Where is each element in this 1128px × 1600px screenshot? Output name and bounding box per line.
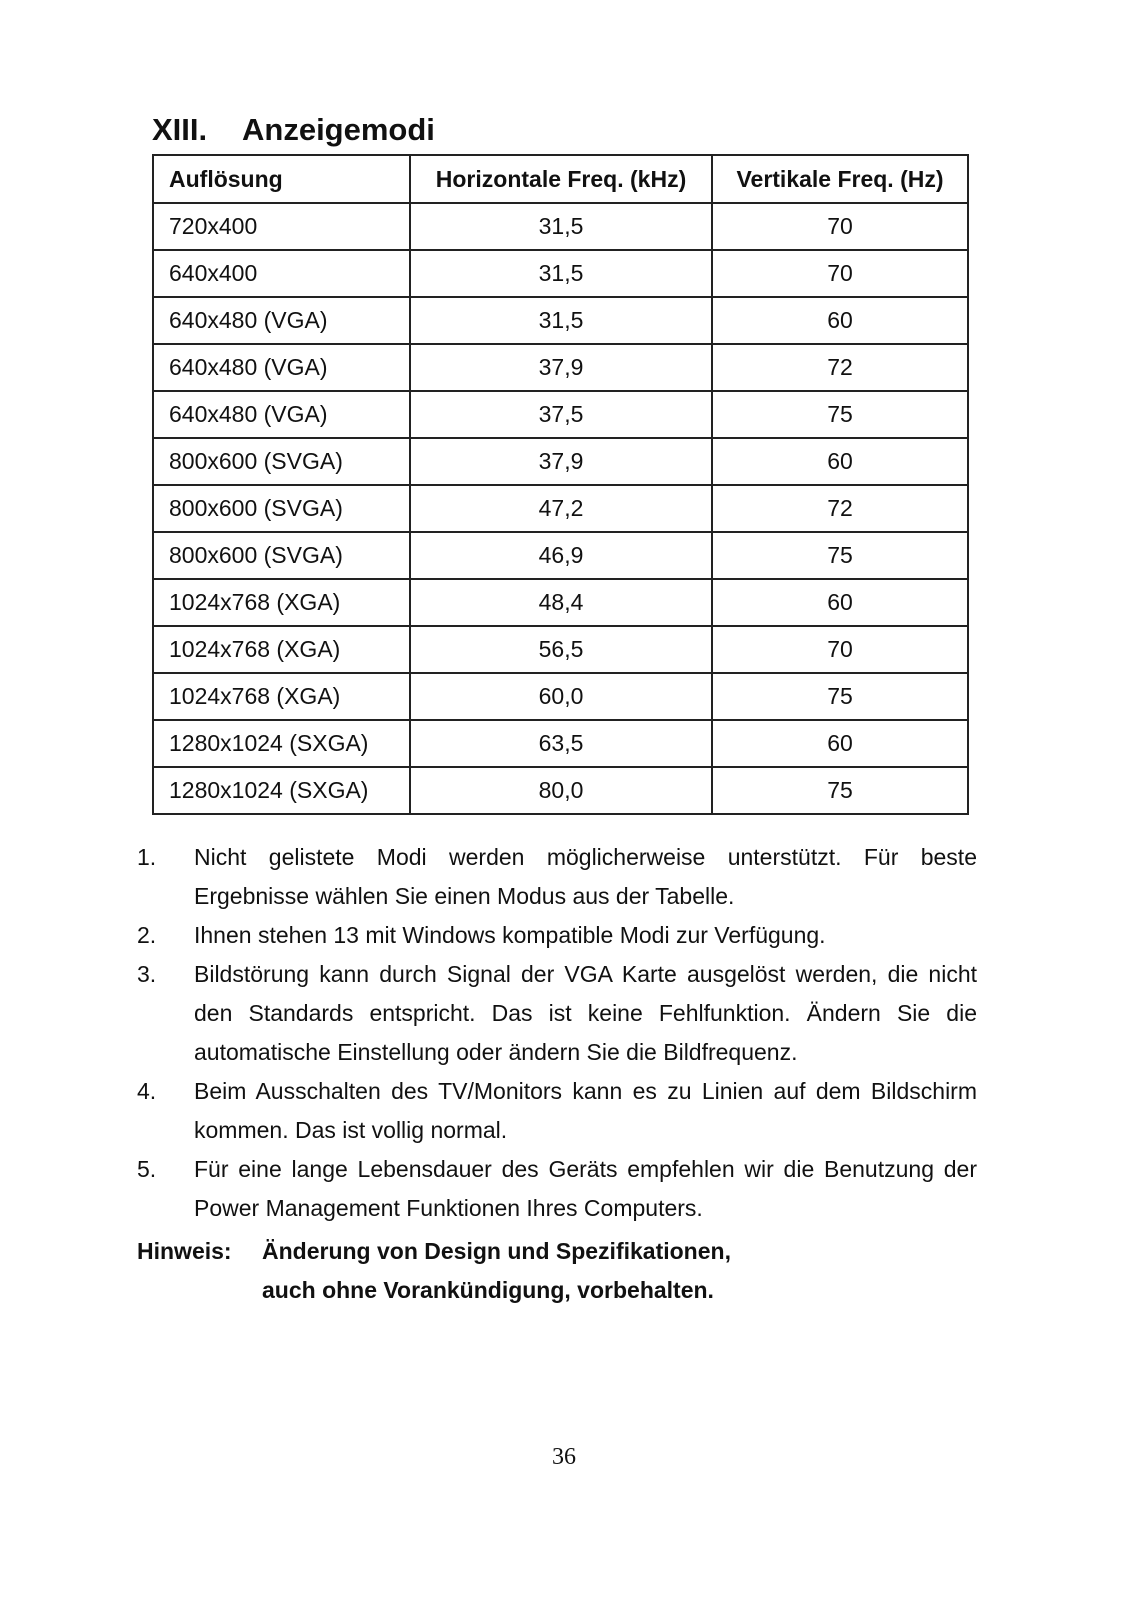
note-number: 2. [137, 922, 157, 948]
cell-resolution: 640x480 (VGA) [153, 391, 410, 438]
cell-vertical-freq: 70 [712, 203, 968, 250]
table-row [153, 391, 968, 438]
note-text: Beim Ausschalten des TV/Monitors kann es zu Linien auf dem Bildschirm kommen. Das ist vollig normal. [194, 1078, 977, 1143]
note-item [137, 1150, 977, 1228]
note-item [137, 1072, 977, 1150]
cell-horizontal-freq: 60,0 [410, 673, 712, 720]
hint-label: Hinweis: [137, 1238, 232, 1264]
cell-vertical-freq: 75 [712, 532, 968, 579]
table-row [153, 438, 968, 485]
table-row [153, 720, 968, 767]
note-item [137, 916, 977, 955]
cell-resolution: 800x600 (SVGA) [153, 438, 410, 485]
section-number: XIII. [152, 112, 208, 147]
cell-horizontal-freq: 46,9 [410, 532, 712, 579]
cell-resolution: 720x400 [153, 203, 410, 250]
header-resolution: Auflösung [153, 155, 410, 203]
section-title: Anzeigemodi [242, 112, 435, 147]
hint-block [137, 1232, 731, 1310]
header-horizontal-freq: Horizontale Freq. (kHz) [410, 155, 712, 203]
cell-vertical-freq: 75 [712, 767, 968, 814]
cell-vertical-freq: 70 [712, 626, 968, 673]
cell-horizontal-freq: 56,5 [410, 626, 712, 673]
note-number: 5. [137, 1156, 157, 1182]
display-modes-table [152, 154, 969, 815]
cell-resolution: 1280x1024 (SXGA) [153, 720, 410, 767]
cell-horizontal-freq: 37,9 [410, 344, 712, 391]
note-item [137, 955, 977, 1072]
cell-vertical-freq: 60 [712, 297, 968, 344]
note-number: 1. [137, 844, 157, 870]
hint-text-2: auch ohne Vorankündigung, vorbehalten. [262, 1277, 714, 1303]
hint-line-1 [137, 1232, 731, 1271]
cell-vertical-freq: 60 [712, 438, 968, 485]
cell-vertical-freq: 60 [712, 579, 968, 626]
header-vertical-freq: Vertikale Freq. (Hz) [712, 155, 968, 203]
cell-horizontal-freq: 80,0 [410, 767, 712, 814]
table-row [153, 673, 968, 720]
cell-vertical-freq: 72 [712, 344, 968, 391]
table-row [153, 767, 968, 814]
table-row [153, 250, 968, 297]
cell-horizontal-freq: 37,5 [410, 391, 712, 438]
page-number: 36 [552, 1444, 576, 1470]
cell-horizontal-freq: 47,2 [410, 485, 712, 532]
cell-resolution: 800x600 (SVGA) [153, 532, 410, 579]
cell-horizontal-freq: 37,9 [410, 438, 712, 485]
cell-horizontal-freq: 31,5 [410, 297, 712, 344]
note-text: Ihnen stehen 13 mit Windows kompatible Modi zur Verfügung. [194, 922, 826, 948]
note-text: Bildstörung kann durch Signal der VGA Karte ausgelöst werden, die nicht den Standards entspricht. Das ist keine Fehlfunktion. Ändern Sie die automatische Einstellung oder ändern Sie die Bildfrequenz. [194, 961, 977, 1065]
note-text: Nicht gelistete Modi werden möglicherweise unterstützt. Für beste Ergebnisse wählen Sie einen Modus aus der Tabelle. [194, 844, 977, 909]
cell-resolution: 640x400 [153, 250, 410, 297]
note-number: 3. [137, 961, 157, 987]
note-item [137, 838, 977, 916]
cell-resolution: 1024x768 (XGA) [153, 579, 410, 626]
note-text: Für eine lange Lebensdauer des Geräts empfehlen wir die Benutzung der Power Management Funktionen Ihres Computers. [194, 1156, 977, 1221]
cell-resolution: 1024x768 (XGA) [153, 626, 410, 673]
notes-list [137, 838, 977, 1228]
cell-horizontal-freq: 63,5 [410, 720, 712, 767]
table-row [153, 297, 968, 344]
cell-vertical-freq: 72 [712, 485, 968, 532]
cell-horizontal-freq: 31,5 [410, 203, 712, 250]
cell-horizontal-freq: 31,5 [410, 250, 712, 297]
cell-resolution: 640x480 (VGA) [153, 297, 410, 344]
note-number: 4. [137, 1078, 157, 1104]
section-heading [152, 112, 435, 148]
cell-vertical-freq: 70 [712, 250, 968, 297]
table-body [153, 203, 968, 814]
cell-resolution: 800x600 (SVGA) [153, 485, 410, 532]
cell-vertical-freq: 75 [712, 391, 968, 438]
cell-vertical-freq: 60 [712, 720, 968, 767]
table-row [153, 626, 968, 673]
table-header-row [153, 155, 968, 203]
cell-vertical-freq: 75 [712, 673, 968, 720]
table-row [153, 532, 968, 579]
table-row [153, 579, 968, 626]
cell-resolution: 1280x1024 (SXGA) [153, 767, 410, 814]
table-row [153, 203, 968, 250]
hint-text-1: Änderung von Design und Spezifikationen, [262, 1238, 731, 1264]
table-row [153, 485, 968, 532]
cell-resolution: 1024x768 (XGA) [153, 673, 410, 720]
table-row [153, 344, 968, 391]
cell-resolution: 640x480 (VGA) [153, 344, 410, 391]
cell-horizontal-freq: 48,4 [410, 579, 712, 626]
